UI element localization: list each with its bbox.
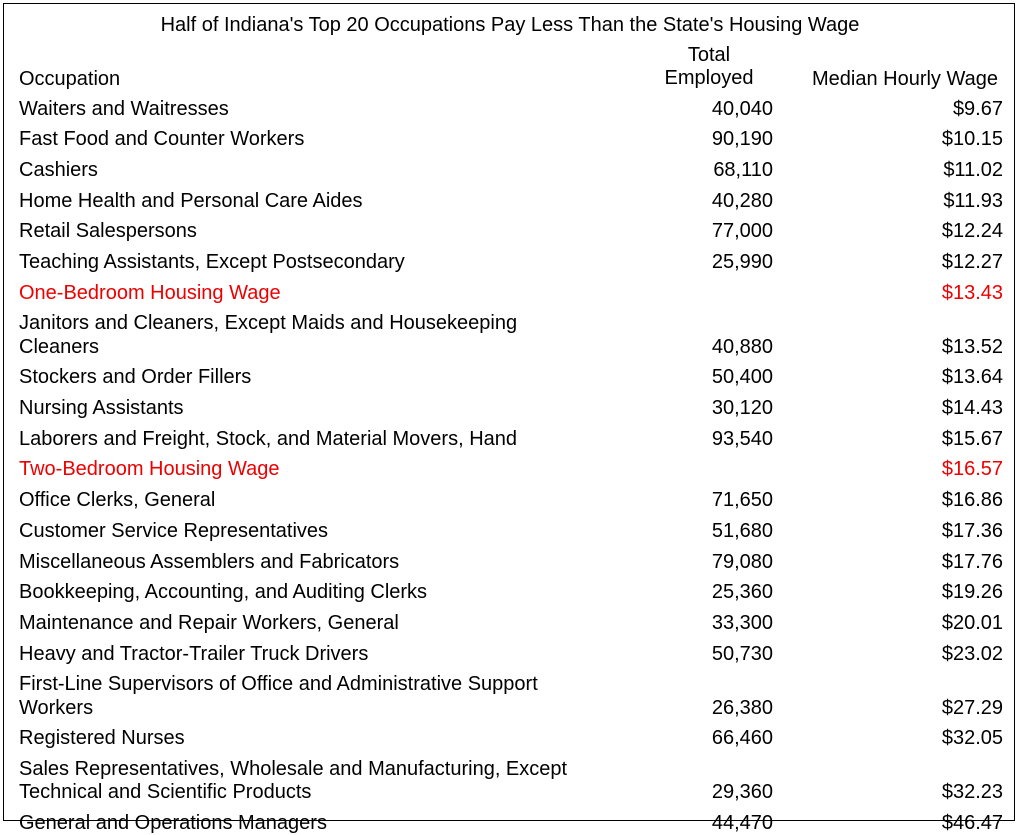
- occupation-cell: Cleaners: [19, 335, 100, 358]
- median-wage-cell: $13.52: [941, 335, 1003, 358]
- total-employed-cell: 30,120: [711, 397, 773, 419]
- occupation-cell: Cashiers: [19, 158, 98, 181]
- total-employed-cell: 71,650: [711, 489, 773, 512]
- median-wage-cell: $12.24: [941, 220, 1003, 243]
- total-employed-cell: 90,190: [711, 128, 773, 151]
- total-employed-cell: 44,470: [711, 811, 773, 834]
- occupation-cell: First-Line Supervisors of Office and Administrative Support: [19, 673, 538, 696]
- housing-wage-value: $13.43: [941, 281, 1003, 304]
- median-wage-cell: $10.15: [941, 128, 1003, 151]
- occupation-cell: Maintenance and Repair Workers, General: [19, 611, 399, 634]
- total-employed-cell: 50,400: [711, 366, 773, 389]
- median-wage-cell: $14.43: [941, 397, 1003, 419]
- occupation-cell: Bookkeeping, Accounting, and Auditing Clerks: [19, 581, 428, 604]
- median-wage-cell: $12.27: [941, 251, 1003, 273]
- occupation-cell: Workers: [19, 696, 94, 719]
- chart-title: Half of Indiana's Top 20 Occupations Pay Less Than the State's Housing Wage: [160, 14, 860, 36]
- median-wage-cell: $17.76: [941, 550, 1003, 573]
- total-employed-cell: 79,080: [711, 550, 773, 573]
- housing-wage-label: Two-Bedroom Housing Wage: [19, 458, 280, 481]
- total-employed-cell: 50,730: [711, 642, 773, 665]
- housing-wage-label: One-Bedroom Housing Wage: [19, 281, 281, 304]
- occupation-cell: Retail Salespersons: [19, 220, 197, 243]
- median-wage-cell: $9.67: [952, 97, 1003, 120]
- total-employed-cell: 40,040: [711, 97, 773, 120]
- occupation-cell: Teaching Assistants, Except Postsecondary: [19, 251, 405, 273]
- median-wage-cell: $11.93: [943, 189, 1003, 212]
- column-header-median-hourly-wage: Median Hourly Wage: [811, 68, 998, 90]
- occupation-cell: Office Clerks, General: [19, 489, 216, 512]
- column-header-total-employed-line1: Total: [687, 44, 731, 66]
- median-wage-cell: $19.26: [941, 581, 1003, 604]
- occupation-cell: Stockers and Order Fillers: [19, 366, 252, 389]
- total-employed-cell: 40,880: [711, 335, 773, 358]
- total-employed-cell: 25,360: [711, 581, 773, 604]
- total-employed-cell: 66,460: [711, 727, 773, 750]
- total-employed-cell: 26,380: [711, 696, 773, 719]
- total-employed-cell: 77,000: [711, 220, 773, 243]
- total-employed-cell: 33,300: [711, 611, 773, 634]
- total-employed-cell: 51,680: [711, 519, 773, 542]
- median-wage-cell: $13.64: [941, 366, 1003, 389]
- occupation-cell: Home Health and Personal Care Aides: [19, 189, 363, 212]
- occupation-cell: Technical and Scientific Products: [19, 781, 312, 804]
- occupation-cell: Waiters and Waitresses: [19, 97, 229, 120]
- median-wage-cell: $16.86: [941, 489, 1003, 512]
- median-wage-cell: $15.67: [941, 427, 1003, 450]
- occupation-cell: Customer Service Representatives: [19, 519, 329, 542]
- median-wage-cell: $32.05: [941, 727, 1003, 750]
- occupation-cell: Miscellaneous Assemblers and Fabricators: [19, 550, 400, 573]
- occupation-cell: Registered Nurses: [19, 727, 185, 750]
- occupation-cell: Janitors and Cleaners, Except Maids and Housekeeping: [19, 312, 518, 335]
- occupation-cell: Sales Representatives, Wholesale and Manufacturing, Except: [19, 757, 568, 780]
- column-header-occupation: Occupation: [19, 68, 121, 90]
- median-wage-cell: $46.47: [941, 811, 1003, 834]
- median-wage-cell: $17.36: [941, 519, 1003, 542]
- housing-wage-value: $16.57: [941, 458, 1003, 481]
- occupation-cell: Laborers and Freight, Stock, and Material Movers, Hand: [19, 427, 518, 450]
- occupation-cell: Heavy and Tractor-Trailer Truck Drivers: [19, 642, 369, 665]
- median-wage-cell: $27.29: [941, 696, 1003, 719]
- occupation-cell: Nursing Assistants: [19, 397, 184, 419]
- median-wage-cell: $23.02: [941, 642, 1003, 665]
- column-header-total-employed-line2: Employed: [664, 67, 754, 89]
- median-wage-cell: $32.23: [941, 781, 1003, 804]
- total-employed-cell: 93,540: [711, 427, 773, 450]
- median-wage-cell: $20.01: [941, 611, 1003, 634]
- median-wage-cell: $11.02: [943, 158, 1003, 181]
- total-employed-cell: 68,110: [713, 158, 773, 181]
- total-employed-cell: 29,360: [711, 781, 773, 804]
- occupation-cell: General and Operations Managers: [19, 811, 327, 834]
- total-employed-cell: 25,990: [711, 251, 773, 273]
- total-employed-cell: 40,280: [711, 189, 773, 212]
- occupation-cell: Fast Food and Counter Workers: [19, 128, 305, 151]
